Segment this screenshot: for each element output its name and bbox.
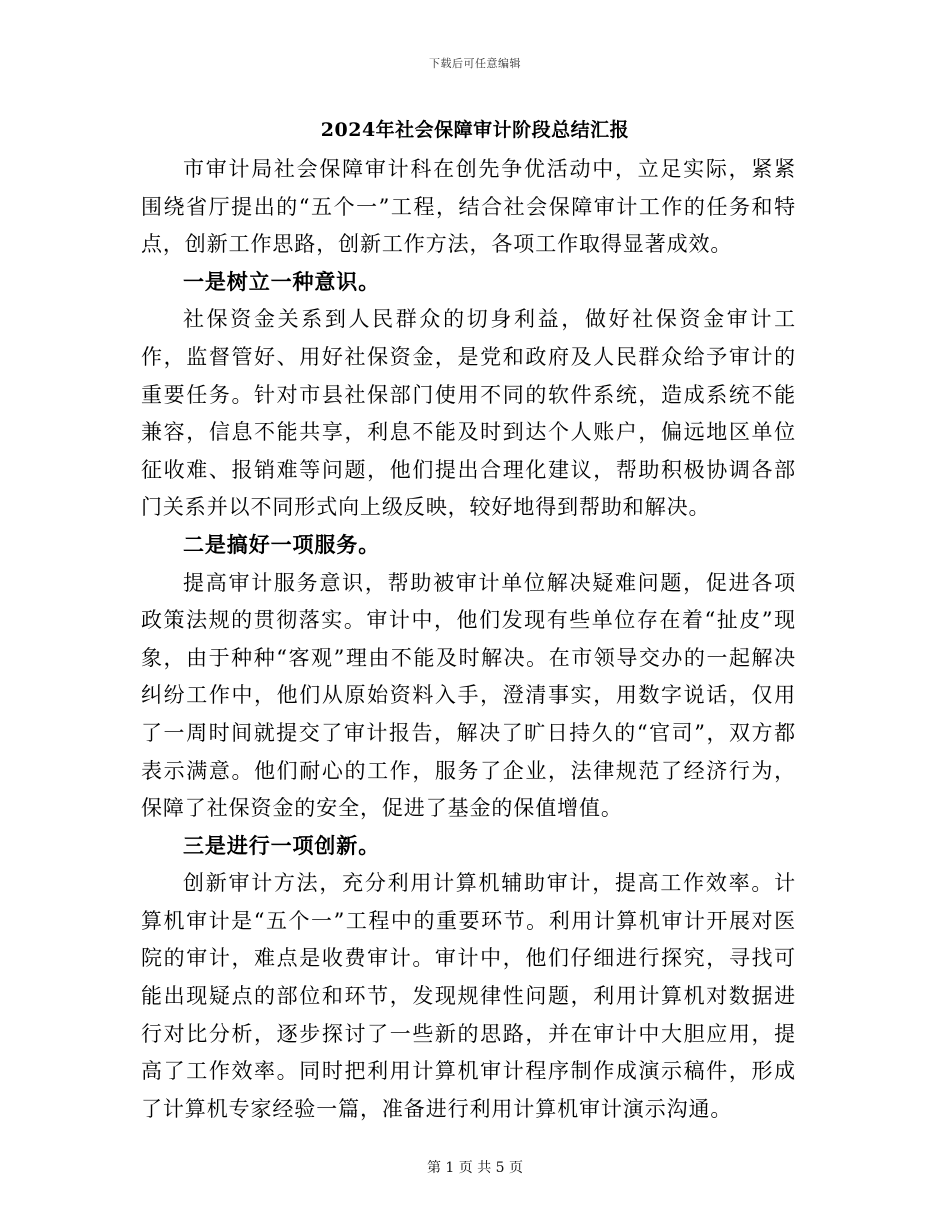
section-paragraph-3: 创新审计方法，充分利用计算机辅助审计，提高工作效率。计算机审计是“五个一”工程中的重要环节。利用计算机审计开展对医院的审计，难点是收费审计。审计中，他们仔细进行探究，寻找可能出现疑点的部位和环节，发现规律性问题，利用计算机对数据进行对比分析，逐步探讨了一些新的思路，并在审计中大胆应用，提高了工作效率。同时把利用计算机审计程序制作成演示稿件，形成了计算机专家经验一篇，准备进行利用计算机审计演示沟通。	[141, 871, 796, 1121]
header-note: 下载后可任意编辑	[429, 57, 521, 70]
section-paragraph-1: 社保资金关系到人民群众的切身利益，做好社保资金审计工作，监督管好、用好社保资金，是党和政府及人民群众给予审计的重要任务。针对市县社保部门使用不同的软件系统，造成系统不能兼容，信息不能共享，利息不能及时到达个人账户，偏远地区单位征收难、报销难等问题，他们提出合理化建议，帮助积极协调各部门关系并以不同形式向上级反映，较好地得到帮助和解决。	[141, 307, 796, 520]
document-body	[141, 151, 796, 1128]
intro-paragraph: 市审计局社会保障审计科在创先争优活动中，立足实际，紧紧围绕省厅提出的“五个一”工程，结合社会保障审计工作的任务和特点，创新工作思路，创新工作方法，各项工作取得显著成效。	[141, 157, 796, 257]
section-heading-2: 二是搞好一项服务。	[183, 532, 381, 557]
page-footer: 第 1 页 共 5 页	[426, 1160, 524, 1176]
section-heading-3: 三是进行一项创新。	[183, 833, 381, 858]
section-paragraph-2: 提高审计服务意识，帮助被审计单位解决疑难问题，促进各项政策法规的贯彻落实。审计中，他们发现有些单位存在着“扯皮”现象，由于种种“客观”理由不能及时解决。在市领导交办的一起解决纠纷工作中，他们从原始资料入手，澄清事实，用数字说话，仅用了一周时间就提交了审计报告，解决了旷日持久的“官司”，双方都表示满意。他们耐心的工作，服务了企业，法律规范了经济行为，保障了社保资金的安全，促进了基金的保值增值。	[141, 570, 796, 821]
section-heading-1: 一是树立一种意识。	[183, 269, 381, 294]
document-title: 2024年社会保障审计阶段总结汇报	[320, 119, 630, 141]
